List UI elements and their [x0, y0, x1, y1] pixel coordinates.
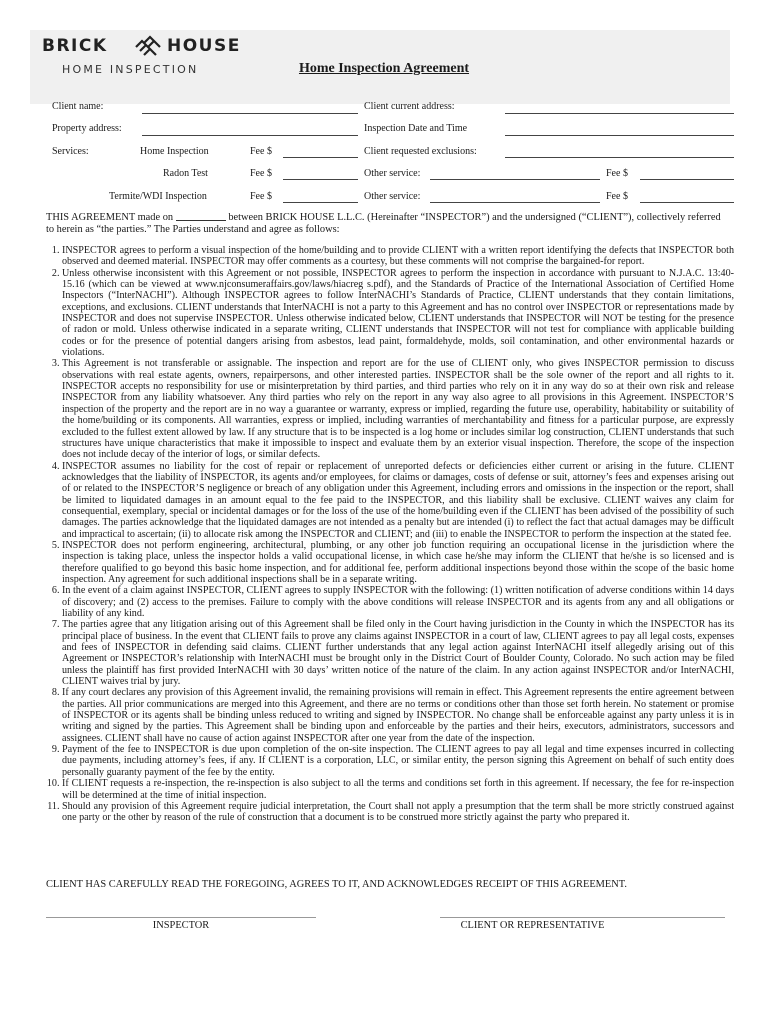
agreement-date-field[interactable]	[176, 220, 226, 221]
terms-list	[46, 245, 734, 824]
client-name-field[interactable]	[142, 113, 358, 114]
term-item: 11. Should any provision of this Agreement require judicial interpretation, the Court shall not apply a presumption that the term shall be more strictly construed against one party or the other by reason of the rule of construction that a document is to be construed more strictly against the party who prepared it.	[62, 801, 734, 824]
term-item: 7. The parties agree that any litigation arising out of this Agreement shall be filed only in the Court having jurisdiction in the County in which the INSPECTOR has its principal place of business. In the event that CLIENT fails to prove any claims against INSPECTOR in a court of law, CLIENT agrees to pay all legal costs, expenses and fees of INSPECTOR in defending said claims. CLIENT further understands that any legal action against InterNACHI itself allegedly arising out of this Agreement or INSPECTOR’s relationship with InterNACHI must be brought only in the District Court of Boulder County, Colorado. No such action may be filed unless the plaintiff has first provided InterNACHI with 30 days’ written notice of the nature of the claim. In any action against INSPECTOR and/or InterNACHI, CLIENT waives trial by jury.	[62, 619, 734, 687]
term-item: 8. If any court declares any provision of this Agreement invalid, the remaining provisions will remain in effect. This Agreement represents the entire agreement between the parties. All prior communications are merged into this Agreement, and there are no terms or conditions other than those set forth herein. No statement or promise of INSPECTOR or its agents shall be binding unless reduced to writing and signed by INSPECTOR. No change shall be enforceable against any party unless it is in writing and signed by the parties. This Agreement shall be binding upon and enforceable by the parties and their heirs, executors, administrators, successors and assignees. CLIENT shall have no cause of action against INSPECTOR after one year from the date of the inspection.	[62, 687, 734, 744]
other-service-field[interactable]	[430, 179, 600, 180]
term-item: 4. INSPECTOR assumes no liability for the cost of repair or replacement of unreported defects or deficiencies either current or arising in the future. CLIENT acknowledges that the liability of INSPECTOR, its agents and/or employees, for claims or damages, costs of defense or suit, attorney’s fees and expenses arising out of or related to the INSPECTOR’S negligence or breach of any obligation under this Agreement, including errors and omissions in the inspection or the report, shall be limited to liquidated damages in an amount equal to the fee paid to the INSPECTOR, and this liability shall be exclusive. CLIENT waives any claim for consequential, exemplary, special or incidental damages or for the loss of the use of the home/building even if the CLIENT has been advised of the possibility of such damages. The parties acknowledge that the liquidated damages are not intended as a penalty but are intended (i) to reflect the fact that actual damages may be difficult and impractical to ascertain; (ii) to allocate risk among the INSPECTOR and CLIENT; and (iii) to enable the INSPECTOR to perform the inspection at the stated fee.	[62, 461, 734, 540]
home-inspection-fee-field[interactable]	[283, 157, 358, 158]
other-service-2-fee-field[interactable]	[640, 202, 734, 203]
term-item: 2. Unless otherwise inconsistent with this Agreement or not possible, INSPECTOR agrees to perform the inspection in accordance with pursuant to N.J.A.C. 13:40-15.16 (which can be viewed at www.njconsumeraffairs.gov/laws/hiacreg s.pdf), and the Standards of Practice of the International Association of Certified Home Inspectors (“InterNACHI”). Although INSPECTOR agrees to follow InterNACHI’s Standards of Practice, CLIENT understands that they contain limitations, exceptions, and exclusions. CLIENT understands that InterNACHI is not a party to this Agreement and has no control over INSPECTOR or representations made by INSPECTOR and does not supervise INSPECTOR. Unless otherwise indicated below, CLIENT understands that INSPECTOR will NOT be testing for the presence of radon or mold. Unless otherwise indicated in a separate writing, CLIENT understands that INSPECTOR will not test for compliance with applicable building codes or for the presence of potential dangers arising from asbestos, lead paint, formaldehyde, molds, soil contamination, and other environmental hazards or violations.	[62, 268, 734, 359]
radon-test-fee-field[interactable]	[283, 179, 358, 180]
other-service-2-field[interactable]	[430, 202, 600, 203]
property-address-field[interactable]	[142, 135, 358, 136]
termite-fee-label: Fee $	[250, 191, 272, 202]
term-item: 1. INSPECTOR agrees to perform a visual inspection of the home/building and to provide CLIENT with a written report identifying the defects that INSPECTOR both observed and deemed material. INSPECTOR may offer comments as a courtesy, but these comments will not comprise the bargained-for report.	[62, 245, 734, 268]
term-item: 6. In the event of a claim against INSPECTOR, CLIENT agrees to supply INSPECTOR with the following: (1) written notification of adverse conditions within 14 days of discovery; and (2) access to the premises. Failure to comply with the above conditions will release INSPECTOR and its agents from any and all obligations or liability of any kind.	[62, 585, 734, 619]
brick-house-logo-icon	[134, 33, 164, 57]
term-item: 3. This Agreement is not transferable or assignable. The inspection and report are for the use of CLIENT only, who gives INSPECTOR permission to discuss observations with real estate agents, owners, repairpersons, and other interested parties. INSPECTOR shall be the sole owner of the report and all rights to it. INSPECTOR accepts no responsibility for use or misinterpretation by third parties, and third parties who rely on it in any way do so at their own risk and release INSPECTOR from any liability whatsoever. Any third parties who rely on the report in any way also agree to all provisions in this Agreement. INSPECTOR’S inspection of the property and the report are in no way a guarantee or warranty, express or implied, regarding the future use, operability, habitability or suitability of the home/building or its components. All warranties, express or implied, including warranties of merchantability and fitness for a particular purpose, are expressly excluded to the fullest extent allowed by law. If any structure that is to be inspected is a log home or includes similar log construction, CLIENT understands that such structures have unique characteristics that make it impossible to inspect and evaluate them by an exterior visual inspection. Therefore, the scope of the inspection does not include decay of the interior of logs, or similar defects.	[62, 358, 734, 460]
home-inspection-label: Home Inspection	[140, 146, 209, 157]
radon-test-fee-label: Fee $	[250, 168, 272, 179]
radon-test-label: Radon Test	[163, 168, 208, 179]
document-title: Home Inspection Agreement	[298, 61, 470, 76]
document-header	[30, 30, 730, 104]
other-service-fee-field[interactable]	[640, 179, 734, 180]
property-address-label: Property address:	[52, 123, 122, 134]
other-service-fee-label: Fee $	[606, 168, 628, 179]
inspection-date-time-field[interactable]	[505, 135, 734, 136]
termite-fee-field[interactable]	[283, 202, 358, 203]
client-requested-exclusions-label: Client requested exclusions:	[364, 146, 477, 157]
inspector-signature-line[interactable]	[46, 917, 316, 918]
other-service-label: Other service:	[364, 168, 421, 179]
acknowledgment-statement: CLIENT HAS CAREFULLY READ THE FOREGOING, AGREES TO IT, AND ACKNOWLEDGES RECEIPT OF THIS AGREEMENT.	[46, 879, 627, 890]
client-signature-line[interactable]	[440, 917, 725, 918]
intro-text-end: between BRICK HOUSE L.L.C. (Hereinafter “INSPECTOR”) and the undersigned (“CLIENT”), collectively referred to herein as “the parties.” The Parties understand and agree as follows:	[46, 212, 721, 236]
intro-text-start: THIS AGREEMENT made on	[46, 212, 174, 223]
other-service-2-fee-label: Fee $	[606, 191, 628, 202]
services-label: Services:	[52, 146, 89, 157]
other-service-2-label: Other service:	[364, 191, 421, 202]
termite-inspection-label: Termite/WDI Inspection	[109, 191, 207, 202]
inspector-signature-label: INSPECTOR	[152, 920, 210, 931]
brand-name-right: HOUSE	[167, 36, 241, 56]
client-name-label: Client name:	[52, 101, 104, 112]
client-current-address-field[interactable]	[505, 113, 734, 114]
client-current-address-label: Client current address:	[364, 101, 455, 112]
agreement-intro	[46, 212, 726, 237]
brand-name-left: BRICK	[42, 36, 108, 56]
client-requested-exclusions-field[interactable]	[505, 157, 734, 158]
home-inspection-fee-label: Fee $	[250, 146, 272, 157]
term-item: 9. Payment of the fee to INSPECTOR is due upon completion of the on-site inspection. The CLIENT agrees to pay all legal and time expenses incurred in collecting due payments, including attorney’s fees, if any. If CLIENT is a corporation, LLC, or similar entity, the person signing this Agreement on behalf of such entity does personally guaranty payment of the fee by the entity.	[62, 744, 734, 778]
client-signature-label: CLIENT OR REPRESENTATIVE	[460, 920, 605, 931]
term-item: 10. If CLIENT requests a re-inspection, the re-inspection is also subject to all the terms and conditions set forth in this agreement. If necessary, the fee for re-inspection will be determined at the time of initial inspection.	[62, 778, 734, 801]
inspection-date-time-label: Inspection Date and Time	[364, 123, 468, 134]
term-item: 5. INSPECTOR does not perform engineering, architectural, plumbing, or any other job function requiring an occupational license in the jurisdiction where the inspection is taking place, unless the inspector holds a valid occupational license, in which case he/she may inform the CLIENT that he/she is so licensed and is therefore qualified to go beyond this basic home inspection, and for additional fee, perform additional inspections beyond those within the scope of the basic home inspection. Any agreement for such additional inspections shall be in a separate writing.	[62, 540, 734, 585]
brand-subtitle: HOME INSPECTION	[62, 63, 199, 76]
